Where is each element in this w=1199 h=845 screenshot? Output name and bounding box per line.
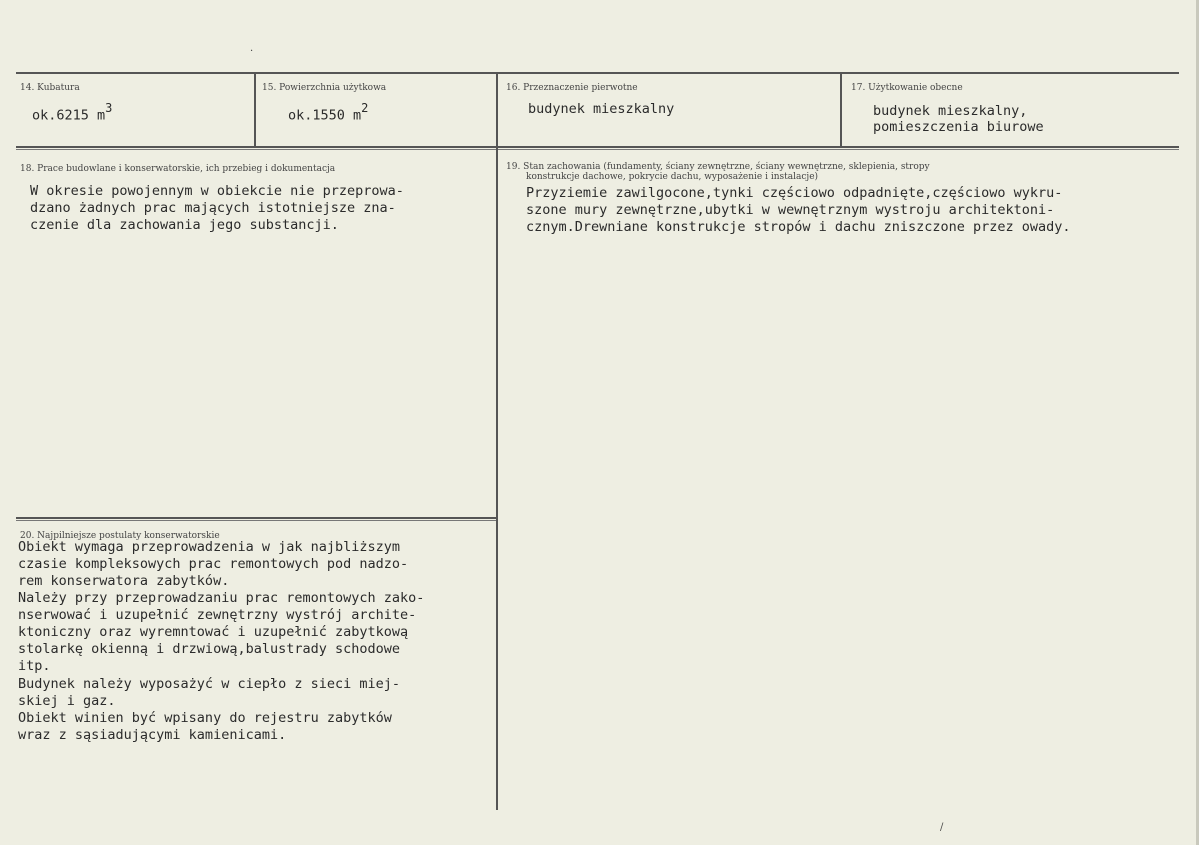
field-18-line: dzano żadnych prac mających istotniejsze zna- bbox=[30, 200, 396, 216]
field-19-label-cont: konstrukcje dachowe, pokrycie dachu, wyposażenie i instalacje) bbox=[526, 172, 819, 182]
col-rule-3 bbox=[840, 72, 842, 148]
col-rule-2 bbox=[496, 72, 498, 810]
field-20-line: rem konserwatora zabytków. bbox=[18, 573, 230, 589]
field-20-line: Budynek należy wyposażyć w ciepło z sieci miej- bbox=[18, 676, 401, 692]
field-20-line: Należy przy przeprowadzaniu prac remontowych zako- bbox=[18, 590, 425, 606]
field-14-value: ok.6215 $m^3$ bbox=[32, 101, 113, 124]
field-17-line: budynek mieszkalny, bbox=[873, 103, 1028, 119]
field-20-line: Obiekt winien być wpisany do rejestru zabytków bbox=[18, 710, 392, 726]
top-rule bbox=[16, 72, 1179, 74]
field-15-value: ok.1550 $m^2$ bbox=[288, 101, 369, 124]
field-16-label: 16. Przeznaczenie pierwotne bbox=[506, 83, 638, 93]
field-20-label: 20. Najpilniejsze postulaty konserwatorskie bbox=[20, 531, 220, 541]
field-18-label: 18. Prace budowlane i konserwatorskie, ich przebieg i dokumentacja bbox=[20, 164, 336, 174]
row-divider-2 bbox=[16, 517, 498, 519]
row-divider-2b bbox=[16, 520, 498, 521]
field-20-line: czasie kompleksowych prac remontowych pod nadzo- bbox=[18, 556, 409, 572]
ink-dot: · bbox=[250, 46, 254, 57]
field-19-line: cznym.Drewniane konstrukcje stropów i dachu zniszczone przez owady. bbox=[526, 219, 1071, 235]
col-rule-1 bbox=[254, 72, 256, 148]
row-divider-1b bbox=[16, 149, 1179, 150]
field-20-line: itp. bbox=[18, 658, 51, 674]
field-14-label: 14. Kubatura bbox=[20, 83, 80, 93]
field-19-label: 19. Stan zachowania (fundamenty, ściany zewnętrzne, ściany wewnętrzne, sklepienia, stropy bbox=[506, 162, 930, 172]
ink-mark: / bbox=[940, 822, 944, 833]
field-20-line: skiej i gaz. bbox=[18, 693, 116, 709]
field-16-value: budynek mieszkalny bbox=[528, 101, 675, 117]
field-19-line: Przyziemie zawilgocone,tynki częściowo odpadnięte,częściowo wykru- bbox=[526, 185, 1063, 201]
field-15-label: 15. Powierzchnia użytkowa bbox=[262, 83, 387, 93]
row-divider-1 bbox=[16, 146, 1179, 148]
field-19-line: szone mury zewnętrzne,ubytki w wewnętrznym wystroju architektoni- bbox=[526, 202, 1055, 218]
field-20-line: ktoniczny oraz wyremntować i uzupełnić zabytkową bbox=[18, 624, 409, 640]
field-20-line: nserwować i uzupełnić zewnętrzny wystrój archite- bbox=[18, 607, 417, 623]
field-17-line: pomieszczenia biurowe bbox=[873, 119, 1044, 135]
field-18-line: czenie dla zachowania jego substancji. bbox=[30, 217, 339, 233]
field-20-line: wraz z sąsiadującymi kamienicami. bbox=[18, 727, 287, 743]
field-20-line: stolarkę okienną i drzwiową,balustrady schodowe bbox=[18, 641, 401, 657]
field-20-line: Obiekt wymaga przeprowadzenia w jak najbliższym bbox=[18, 539, 401, 555]
field-17-label: 17. Użytkowanie obecne bbox=[851, 83, 963, 93]
field-18-line: W okresie powojennym w obiekcie nie przeprowa- bbox=[30, 183, 404, 199]
